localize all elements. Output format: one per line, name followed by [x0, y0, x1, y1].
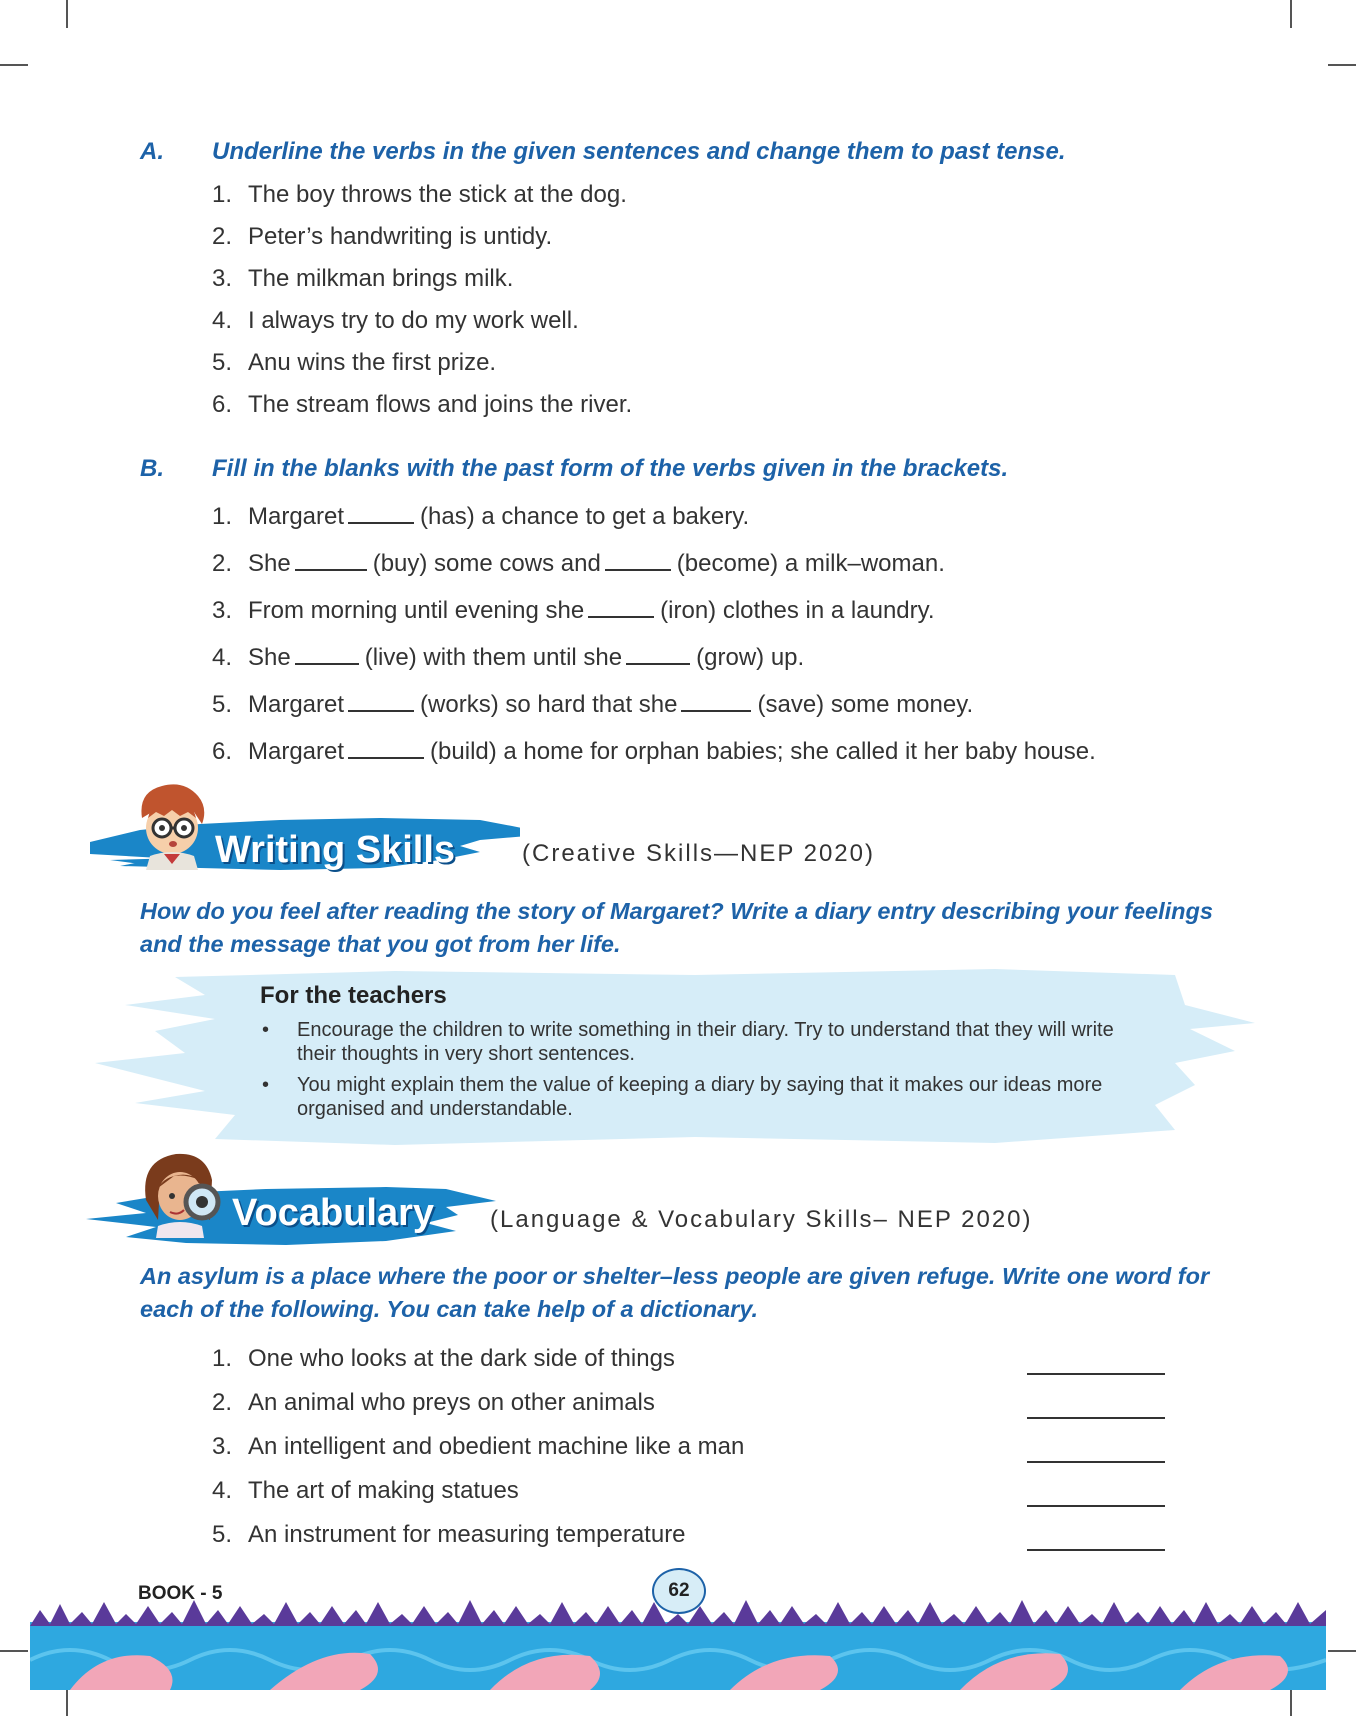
crop-mark: [1328, 64, 1356, 66]
section-b-title: Fill in the blanks with the past form of the verbs given in the brackets.: [212, 455, 1009, 482]
section-a-list: [212, 181, 632, 433]
crop-mark: [66, 0, 68, 28]
girl-magnifier-avatar-icon: [140, 1150, 230, 1238]
answer-blank[interactable]: [626, 643, 690, 665]
list-item: 4. She (live) with them until she (grow) up.: [212, 644, 805, 671]
list-item: 4. The art of making statues: [212, 1477, 1172, 1521]
list-item: • Encourage the children to write something in their diary. Try to understand that they will write their thoughts in very short sentences.: [262, 1019, 1114, 1065]
writing-skills-subtitle: (Creative Skills—NEP 2020): [522, 840, 875, 867]
teachers-notes-list: [262, 1018, 1122, 1128]
vocabulary-title: Vocabulary: [232, 1192, 435, 1234]
answer-blank[interactable]: [295, 549, 367, 571]
bullet: •: [262, 1074, 270, 1096]
vocabulary-instruction: An asylum is a place where the poor or shelter–less people are given refuge. Write one word for each of the following. You can take help of a dictionary.: [140, 1263, 1210, 1322]
crop-mark: [1290, 1688, 1292, 1716]
bullet: •: [262, 1019, 270, 1041]
list-item: 1. Margaret (has) a chance to get a bakery.: [212, 503, 750, 530]
list-item: 6. The stream flows and joins the river.: [212, 391, 633, 418]
section-b-list: [212, 502, 1096, 784]
vocabulary-subtitle: (Language & Vocabulary Skills– NEP 2020): [490, 1206, 1033, 1233]
answer-blank[interactable]: [588, 596, 654, 618]
crop-mark: [0, 1650, 28, 1652]
section-a-title: Underline the verbs in the given sentences and change them to past tense.: [212, 138, 1066, 165]
writing-instruction: How do you feel after reading the story of Margaret? Write a diary entry describing your feelings and the message that you got from her life.: [140, 898, 1213, 957]
book-label: BOOK - 5: [138, 1583, 223, 1604]
crop-mark: [66, 1688, 68, 1716]
answer-line[interactable]: [1027, 1505, 1165, 1507]
list-item: 6. Margaret (build) a home for orphan babies; she called it her baby house.: [212, 738, 1096, 765]
list-item: 2. She (buy) some cows and (become) a milk–woman.: [212, 550, 945, 577]
boy-avatar-icon: [134, 782, 210, 870]
answer-line[interactable]: [1027, 1373, 1165, 1375]
crop-mark: [1328, 1650, 1356, 1652]
answer-blank[interactable]: [348, 737, 424, 759]
crop-mark: [0, 64, 28, 66]
list-item: 5. An instrument for measuring temperature: [212, 1521, 1172, 1565]
list-item: 2. Peter’s handwriting is untidy.: [212, 223, 553, 250]
answer-blank[interactable]: [348, 690, 414, 712]
page-number: 62: [652, 1568, 706, 1614]
list-item: 3. The milkman brings milk.: [212, 265, 514, 292]
list-item: 1. One who looks at the dark side of things: [212, 1345, 1172, 1389]
answer-line[interactable]: [1027, 1461, 1165, 1463]
answer-line[interactable]: [1027, 1549, 1165, 1551]
crop-mark: [1290, 0, 1292, 28]
list-item: 5. Anu wins the first prize.: [212, 349, 497, 376]
answer-blank[interactable]: [348, 502, 414, 524]
list-item: 5. Margaret (works) so hard that she (save) some money.: [212, 691, 974, 718]
writing-skills-title: Writing Skills: [215, 829, 456, 871]
answer-blank[interactable]: [605, 549, 671, 571]
section-a-letter: A.: [140, 138, 164, 165]
answer-line[interactable]: [1027, 1417, 1165, 1419]
section-b-letter: B.: [140, 455, 164, 482]
list-item: 3. From morning until evening she (iron) clothes in a laundry.: [212, 597, 935, 624]
teachers-heading: For the teachers: [260, 982, 447, 1009]
answer-blank[interactable]: [295, 643, 359, 665]
list-item: 4. I always try to do my work well.: [212, 307, 579, 334]
list-item: 3. An intelligent and obedient machine like a man: [212, 1433, 1172, 1477]
list-item: 1. The boy throws the stick at the dog.: [212, 181, 627, 208]
vocabulary-list: [212, 1345, 1172, 1565]
list-item: • You might explain them the value of keeping a diary by saying that it makes our ideas more organised and understandable.: [262, 1074, 1103, 1120]
list-item: 2. An animal who preys on other animals: [212, 1389, 1172, 1433]
answer-blank[interactable]: [681, 690, 751, 712]
